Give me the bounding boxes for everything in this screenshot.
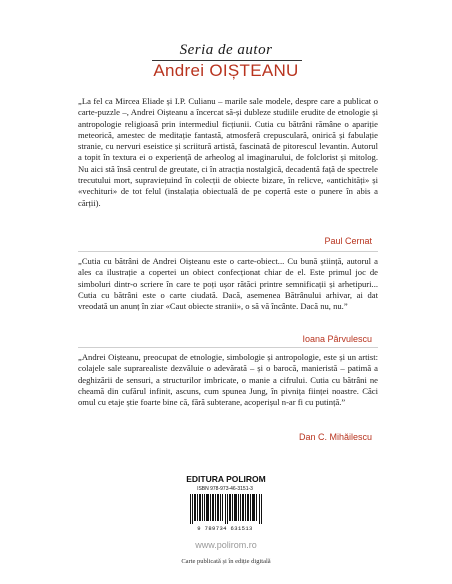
publisher-website: www.polirom.ro — [195, 540, 257, 550]
blurb-2 — [78, 256, 378, 312]
blurb-1-text: „La fel ca Mircea Eliade și I.P. Culianu – marile sale modele, despre care a publicat o carte-puzzle –, Andrei Oișteanu a încercat să-și dubleze studiile erudite de etnologie și antropologie religioasă prin intermediul ficțiunii. Cutia cu bătrâni rămâne o apariție meteorică, amestec de meditație fantastă, atmosferă crepusculară, onirică și fabulație stranie, cu nervuri eseistice și scriitură artistă, fascinată de pitorescul levantin. Autorul a topit în textura ei o experiență de arheolog al imaginarului, de folclorist și mitolog. Nu aici stă însă centrul de greutate, ci în atracția nostalgică, decadentă față de spectrele trecutului mort, supraviețuind în colecții de obiecte bizare, în relicve, «antichități» și «vechituri» de tot felul (instalația obiectuală de pe copertă este o punere în abis a cărții). — [78, 96, 378, 208]
author-name: Andrei OIȘTEANU — [153, 61, 299, 80]
barcode — [182, 486, 268, 534]
divider-2 — [78, 347, 378, 348]
series-label: Seria de autor — [179, 42, 273, 58]
digital-edition-note: Carte publicată și în ediție digitală — [181, 558, 271, 565]
divider-1 — [78, 251, 378, 252]
blurb-1-signature: Paul Cernat — [324, 236, 372, 246]
blurb-2-text: „Cutia cu bătrâni de Andrei Oișteanu este o carte-obiect... Cu bună știință, autorul a ales ca ilustrație a copertei un obiect confecționat chiar de el. Este primul joc de simboluri dintr-o scriere în care te poți ușor rătăci printre semnificații și arhetipuri... Cutia cu bătrâni este o carte ciudată. Dacă, asemenea Bătrânului arhivar, ai dat vreodată un anunț în ziar «Caut obiecte stranii», o să vă încânte. Dacă nu, nu.” — [78, 256, 378, 312]
barcode-digits: 9 789734 631513 — [197, 525, 253, 532]
blurb-3-signature: Dan C. Mihăilescu — [298, 432, 372, 442]
publisher-name: EDITURA POLIROM — [186, 474, 266, 484]
blurb-2-signature: Ioana Pârvulescu — [302, 334, 372, 344]
isbn-text: ISBN 978-973-46-3151-3 — [197, 486, 253, 492]
blurb-3 — [78, 352, 378, 408]
blurb-3-text: „Andrei Oișteanu, preocupat de etnologie, simbologie și antropologie, este și un artist: colajele sale suprarealiste dezvăluie o adevărată – și o barocă, manieristă – patimă a deghizării de sensuri, a structurilor imbricate, o manie a cifrului. Cutia cu bătrâni ne cheamă din cufărul infinit, ascuns, cum spunea Jung, în pivnița ființei noastre. Căci omul cu etaje știe foarte bine că, fără subterane, acoperișul n-ar fi cu putință.” — [78, 352, 378, 408]
blurb-1 — [78, 96, 378, 209]
barcode-bars — [190, 494, 262, 524]
